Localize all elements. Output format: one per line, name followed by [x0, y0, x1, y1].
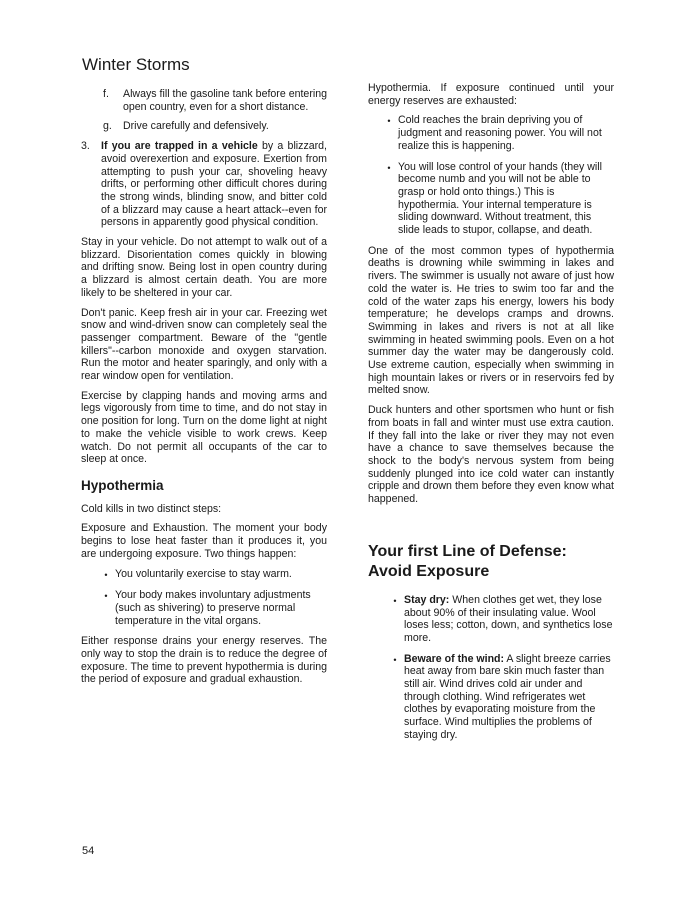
paragraph-cold-kills: Cold kills in two distinct steps: [81, 502, 222, 515]
list-marker: g. [103, 120, 112, 133]
bullet-icon: • [393, 595, 397, 606]
list-text: Drive carefully and defensively. [123, 120, 269, 133]
emphasis-beware-wind: Beware of the wind: [404, 652, 505, 665]
list-marker: f. [103, 88, 109, 100]
emphasis-stay-dry: Stay dry: [404, 593, 450, 606]
bullet-text-body: When clothes get wet, they lose about 90% of their insulating value. Wool loses less; cotton, down, and synthetics lose more. [404, 593, 613, 644]
bullet-item [380, 161, 614, 237]
bullet-text-body: A slight breeze carries heat away from bare skin much faster than still air. Wind drives cold air under and through clothing. Wind refrigerates wet clothes by evaporating moisture from the surface. Wind multiplies the problems of staying dry. [404, 652, 611, 741]
emphasis-trapped: If you are trapped in a vehicle [101, 140, 258, 153]
list-item-g [81, 120, 327, 133]
paragraph-hypothermia-intro: Hypothermia. If exposure continued until your energy reserves are exhausted: [368, 82, 614, 107]
paragraph-exposure-exhaustion: Exposure and Exhaustion. The moment your body begins to lose heat faster than it produces it, you are undergoing exposure. Two things happen: [81, 522, 327, 560]
paragraph-stay-in-vehicle: Stay in your vehicle. Do not attempt to walk out of a blizzard. Disorientation comes quickly in blowing and drifting snow. Being lost in open country during a blizzard is almost certain death. You are more likely to be sheltered in your car. [81, 236, 327, 299]
page-number: 54 [82, 845, 95, 857]
bullet-text: You voluntarily exercise to stay warm. [115, 567, 292, 580]
paragraph-either-response: Either response drains your energy reserves. The only way to stop the drain is to reduce the degree of exposure. The time to prevent hypothermia is during the period of exposure and gradual exhaustion. [81, 635, 327, 686]
bullet-icon: • [104, 591, 108, 602]
list-text [101, 140, 327, 229]
bullet-text: Cold reaches the brain depriving you of judgment and reasoning power. You will not realize this is happening. [398, 114, 602, 152]
list-item-f [81, 88, 327, 113]
list-text-body: by a blizzard, avoid overexertion and exposure. Exertion from attempting to push your car, shoveling heavy drifts, or performing other difficult chores during the strong winds, blinding snow, and bitter cold of a blizzard may cause a heart attack--even for persons in apparently good physical condition. [101, 140, 328, 229]
paragraph-duck-hunters: Duck hunters and other sportsmen who hunt or fish from boats in fall and winter must use extra caution. If they fall into the lake or river they may not even have a chance to save themselves because the shock to the body's nervous system from being suddenly plunged into ice cold water can instantly cripple and drown them before they even know what happened. [368, 404, 614, 506]
bullet-text: Your body makes involuntary adjustments (such as shivering) to preserve normal temperature in the vital organs. [115, 589, 311, 627]
list-text: Always fill the gasoline tank before entering open country, even for a short distance. [123, 88, 327, 113]
bullet-item [386, 653, 614, 742]
bullet-list-hypothermia [368, 114, 614, 236]
paragraph-dont-panic: Don't panic. Keep fresh air in your car. Freezing wet snow and wind-driven snow can completely seal the passenger compartment. Beware of the "gentle killers"--carbon monoxide and oxygen starvation. Run the motor and heater sparingly, and only with a rear window open for ventilation. [81, 306, 327, 383]
bullet-list-defense [368, 594, 614, 742]
bullet-item [97, 568, 327, 582]
right-column [368, 82, 614, 750]
bullet-text [404, 594, 614, 645]
bullet-icon: • [104, 569, 108, 580]
paragraph-drowning: One of the most common types of hypothermia deaths is drowning while swimming in lakes and rivers. The swimmer is usually not aware of just how cold the water is. He tries to swim too far and the cold of the water zaps his energy, lowers his body temperature; he develops cramps and drowns. Swimming in lakes and rivers is not at all like swimming in heated swimming pools. Even on a hot summer day the water may be dangerously cold. Use extreme caution, especially when swimming in high mountain lakes or rivers or in reservoirs fed by melted snow. [368, 244, 614, 397]
paragraph-exercise: Exercise by clapping hands and moving arms and legs vigorously from time to time, and do not stay in one position for long. Turn on the dome light at night to make the vehicle visible to work crews. Keep watch. Do not permit all occupants of the car to sleep at once. [81, 389, 327, 466]
bullet-list-responses [81, 568, 327, 628]
section-heading-hypothermia: Hypothermia [81, 477, 164, 493]
bullet-item [97, 589, 327, 627]
left-column [81, 88, 327, 693]
bullet-icon: • [387, 162, 391, 173]
bullet-text [404, 653, 614, 742]
page-header: Winter Storms [82, 55, 190, 74]
bullet-text: You will lose control of your hands (they will become numb and you will not be able to grasp or hold onto things.) This is hypothermia. Your internal temperature is sliding downward. Without treatment, this slide leads to stupor, collapse, and death. [398, 160, 602, 237]
bullet-item [380, 114, 614, 152]
list-marker: 3. [81, 140, 90, 153]
bullet-icon: • [393, 654, 397, 665]
section-heading-defense: Your first Line of Defense: Avoid Exposure [368, 542, 567, 580]
list-item-3 [81, 140, 327, 229]
bullet-item [386, 594, 614, 645]
bullet-icon: • [387, 116, 391, 127]
